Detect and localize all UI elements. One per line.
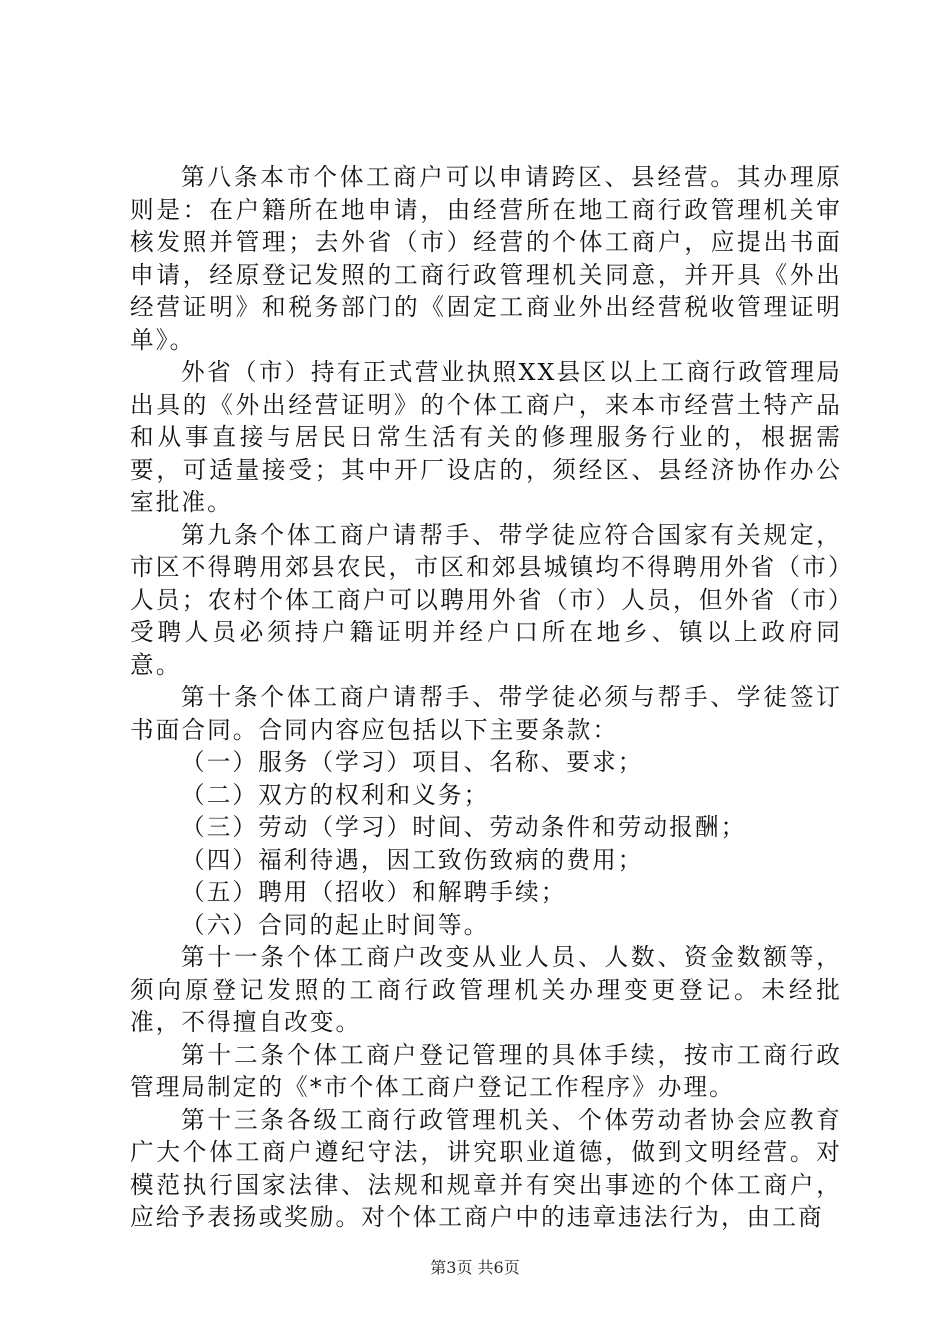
contract-clause-2: （二）双方的权利和义务； <box>181 780 490 809</box>
document-body <box>130 161 842 1234</box>
contract-clause-6: （六）合同的起止时间等。 <box>181 910 490 939</box>
page-number-footer: 第3页 共6页 <box>430 1258 520 1277</box>
contract-clause-4: （四）福利待遇，因工致伤致病的费用； <box>181 845 644 874</box>
article-10-paragraph: 第十条个体工商户请帮手、带学徒必须与帮手、学徒签订书面合同。合同内容应包括以下主要条款： <box>130 683 842 744</box>
article-11-paragraph: 第十一条个体工商户改变从业人员、人数、资金数额等，须向原登记发照的工商行政管理机关办理变更登记。未经批准，不得擅自改变。 <box>130 943 842 1036</box>
contract-clause-1: （一）服务（学习）项目、名称、要求； <box>181 748 644 776</box>
out-of-province-paragraph: 外省（市）持有正式营业执照XX县区以上工商行政管理局出具的《外出经营证明》的个体工商户，来本市经营土特产品和从事直接与居民日常生活有关的修理服务行业的，根据需要，可适量接受；其中开厂设店的，须经区、县经济协作办公室批准。 <box>130 358 842 516</box>
contract-clause-3: （三）劳动（学习）时间、劳动条件和劳动报酬； <box>181 813 747 841</box>
article-9-paragraph: 第九条个体工商户请帮手、带学徒应符合国家有关规定，市区不得聘用郊县农民，市区和郊县城镇均不得聘用外省（市）人员；农村个体工商户可以聘用外省（市）人员，但外省（市）受聘人员必须持户籍证明并经户口所在地乡、镇以上政府同意。 <box>130 520 842 679</box>
article-13-paragraph: 第十三条各级工商行政管理机关、个体劳动者协会应教育广大个体工商户遵纪守法，讲究职业道德，做到文明经营。对模范执行国家法律、法规和规章并有突出事迹的个体工商户，应给予表扬或奖励。对个体工商户中的违章违法行为，由工商 <box>130 1105 842 1231</box>
contract-clause-5: （五）聘用（招收）和解聘手续； <box>181 878 567 906</box>
article-8-paragraph: 第八条本市个体工商户可以申请跨区、县经营。其办理原则是：在户籍所在地申请，由经营所在地工商行政管理机关审核发照并管理；去外省（市）经营的个体工商户，应提出书面申请，经原登记发照的工商行政管理机关同意，并开具《外出经营证明》和税务部门的《固定工商业外出经营税收管理证明单》。 <box>130 163 842 354</box>
article-12-paragraph: 第十二条个体工商户登记管理的具体手续，按市工商行政管理局制定的《*市个体工商户登记工作程序》办理。 <box>130 1040 842 1101</box>
